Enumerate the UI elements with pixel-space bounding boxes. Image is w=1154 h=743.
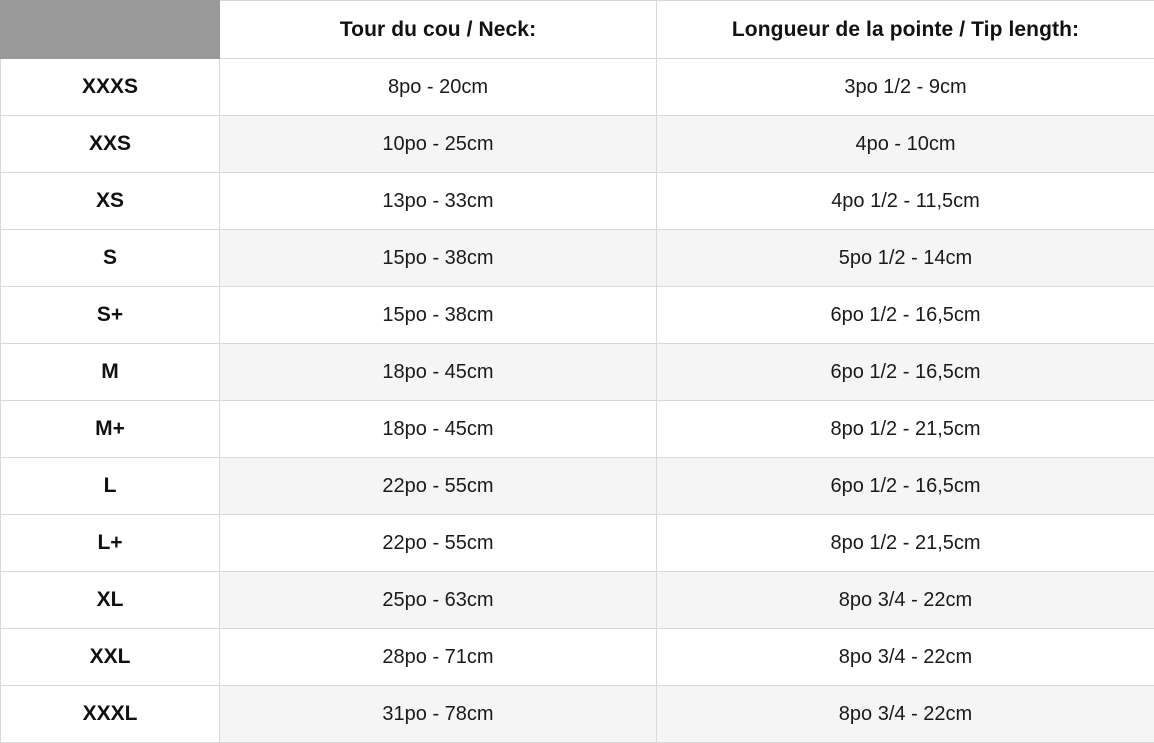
tip-length-value: 4po - 10cm (657, 116, 1154, 173)
table-row (1, 686, 1154, 743)
neck-value: 10po - 25cm (220, 116, 657, 173)
size-label: XXL (1, 629, 220, 686)
size-label: M (1, 344, 220, 401)
size-label: S (1, 230, 220, 287)
table-row (1, 401, 1154, 458)
size-label: S+ (1, 287, 220, 344)
neck-value: 13po - 33cm (220, 173, 657, 230)
size-label: L+ (1, 515, 220, 572)
table-row (1, 230, 1154, 287)
tip-length-value: 8po 1/2 - 21,5cm (657, 401, 1154, 458)
size-label: XXS (1, 116, 220, 173)
neck-value: 22po - 55cm (220, 458, 657, 515)
neck-value: 31po - 78cm (220, 686, 657, 743)
size-label: XXXL (1, 686, 220, 743)
neck-value: 22po - 55cm (220, 515, 657, 572)
table-row (1, 287, 1154, 344)
neck-value: 18po - 45cm (220, 344, 657, 401)
size-label: XL (1, 572, 220, 629)
table-row (1, 173, 1154, 230)
tip-length-value: 4po 1/2 - 11,5cm (657, 173, 1154, 230)
tip-length-value: 5po 1/2 - 14cm (657, 230, 1154, 287)
tip-length-value: 3po 1/2 - 9cm (657, 59, 1154, 116)
table-row (1, 572, 1154, 629)
neck-value: 25po - 63cm (220, 572, 657, 629)
tip-length-value: 6po 1/2 - 16,5cm (657, 344, 1154, 401)
size-label: M+ (1, 401, 220, 458)
neck-value: 15po - 38cm (220, 287, 657, 344)
table-row (1, 59, 1154, 116)
table-header-row (1, 1, 1154, 59)
table-row (1, 629, 1154, 686)
tip-length-value: 6po 1/2 - 16,5cm (657, 458, 1154, 515)
tip-length-value: 8po 3/4 - 22cm (657, 686, 1154, 743)
table-corner-cell (1, 1, 220, 59)
tip-length-value: 6po 1/2 - 16,5cm (657, 287, 1154, 344)
table-row (1, 458, 1154, 515)
tip-length-value: 8po 3/4 - 22cm (657, 572, 1154, 629)
table-row (1, 116, 1154, 173)
size-label: XXXS (1, 59, 220, 116)
neck-value: 15po - 38cm (220, 230, 657, 287)
column-header-neck: Tour du cou / Neck: (220, 1, 657, 59)
neck-value: 8po - 20cm (220, 59, 657, 116)
size-label: XS (1, 173, 220, 230)
column-header-tip-length: Longueur de la pointe / Tip length: (657, 1, 1154, 59)
tip-length-value: 8po 3/4 - 22cm (657, 629, 1154, 686)
neck-value: 28po - 71cm (220, 629, 657, 686)
table-row (1, 344, 1154, 401)
neck-value: 18po - 45cm (220, 401, 657, 458)
table-body (1, 59, 1154, 743)
size-label: L (1, 458, 220, 515)
tip-length-value: 8po 1/2 - 21,5cm (657, 515, 1154, 572)
table-row (1, 515, 1154, 572)
